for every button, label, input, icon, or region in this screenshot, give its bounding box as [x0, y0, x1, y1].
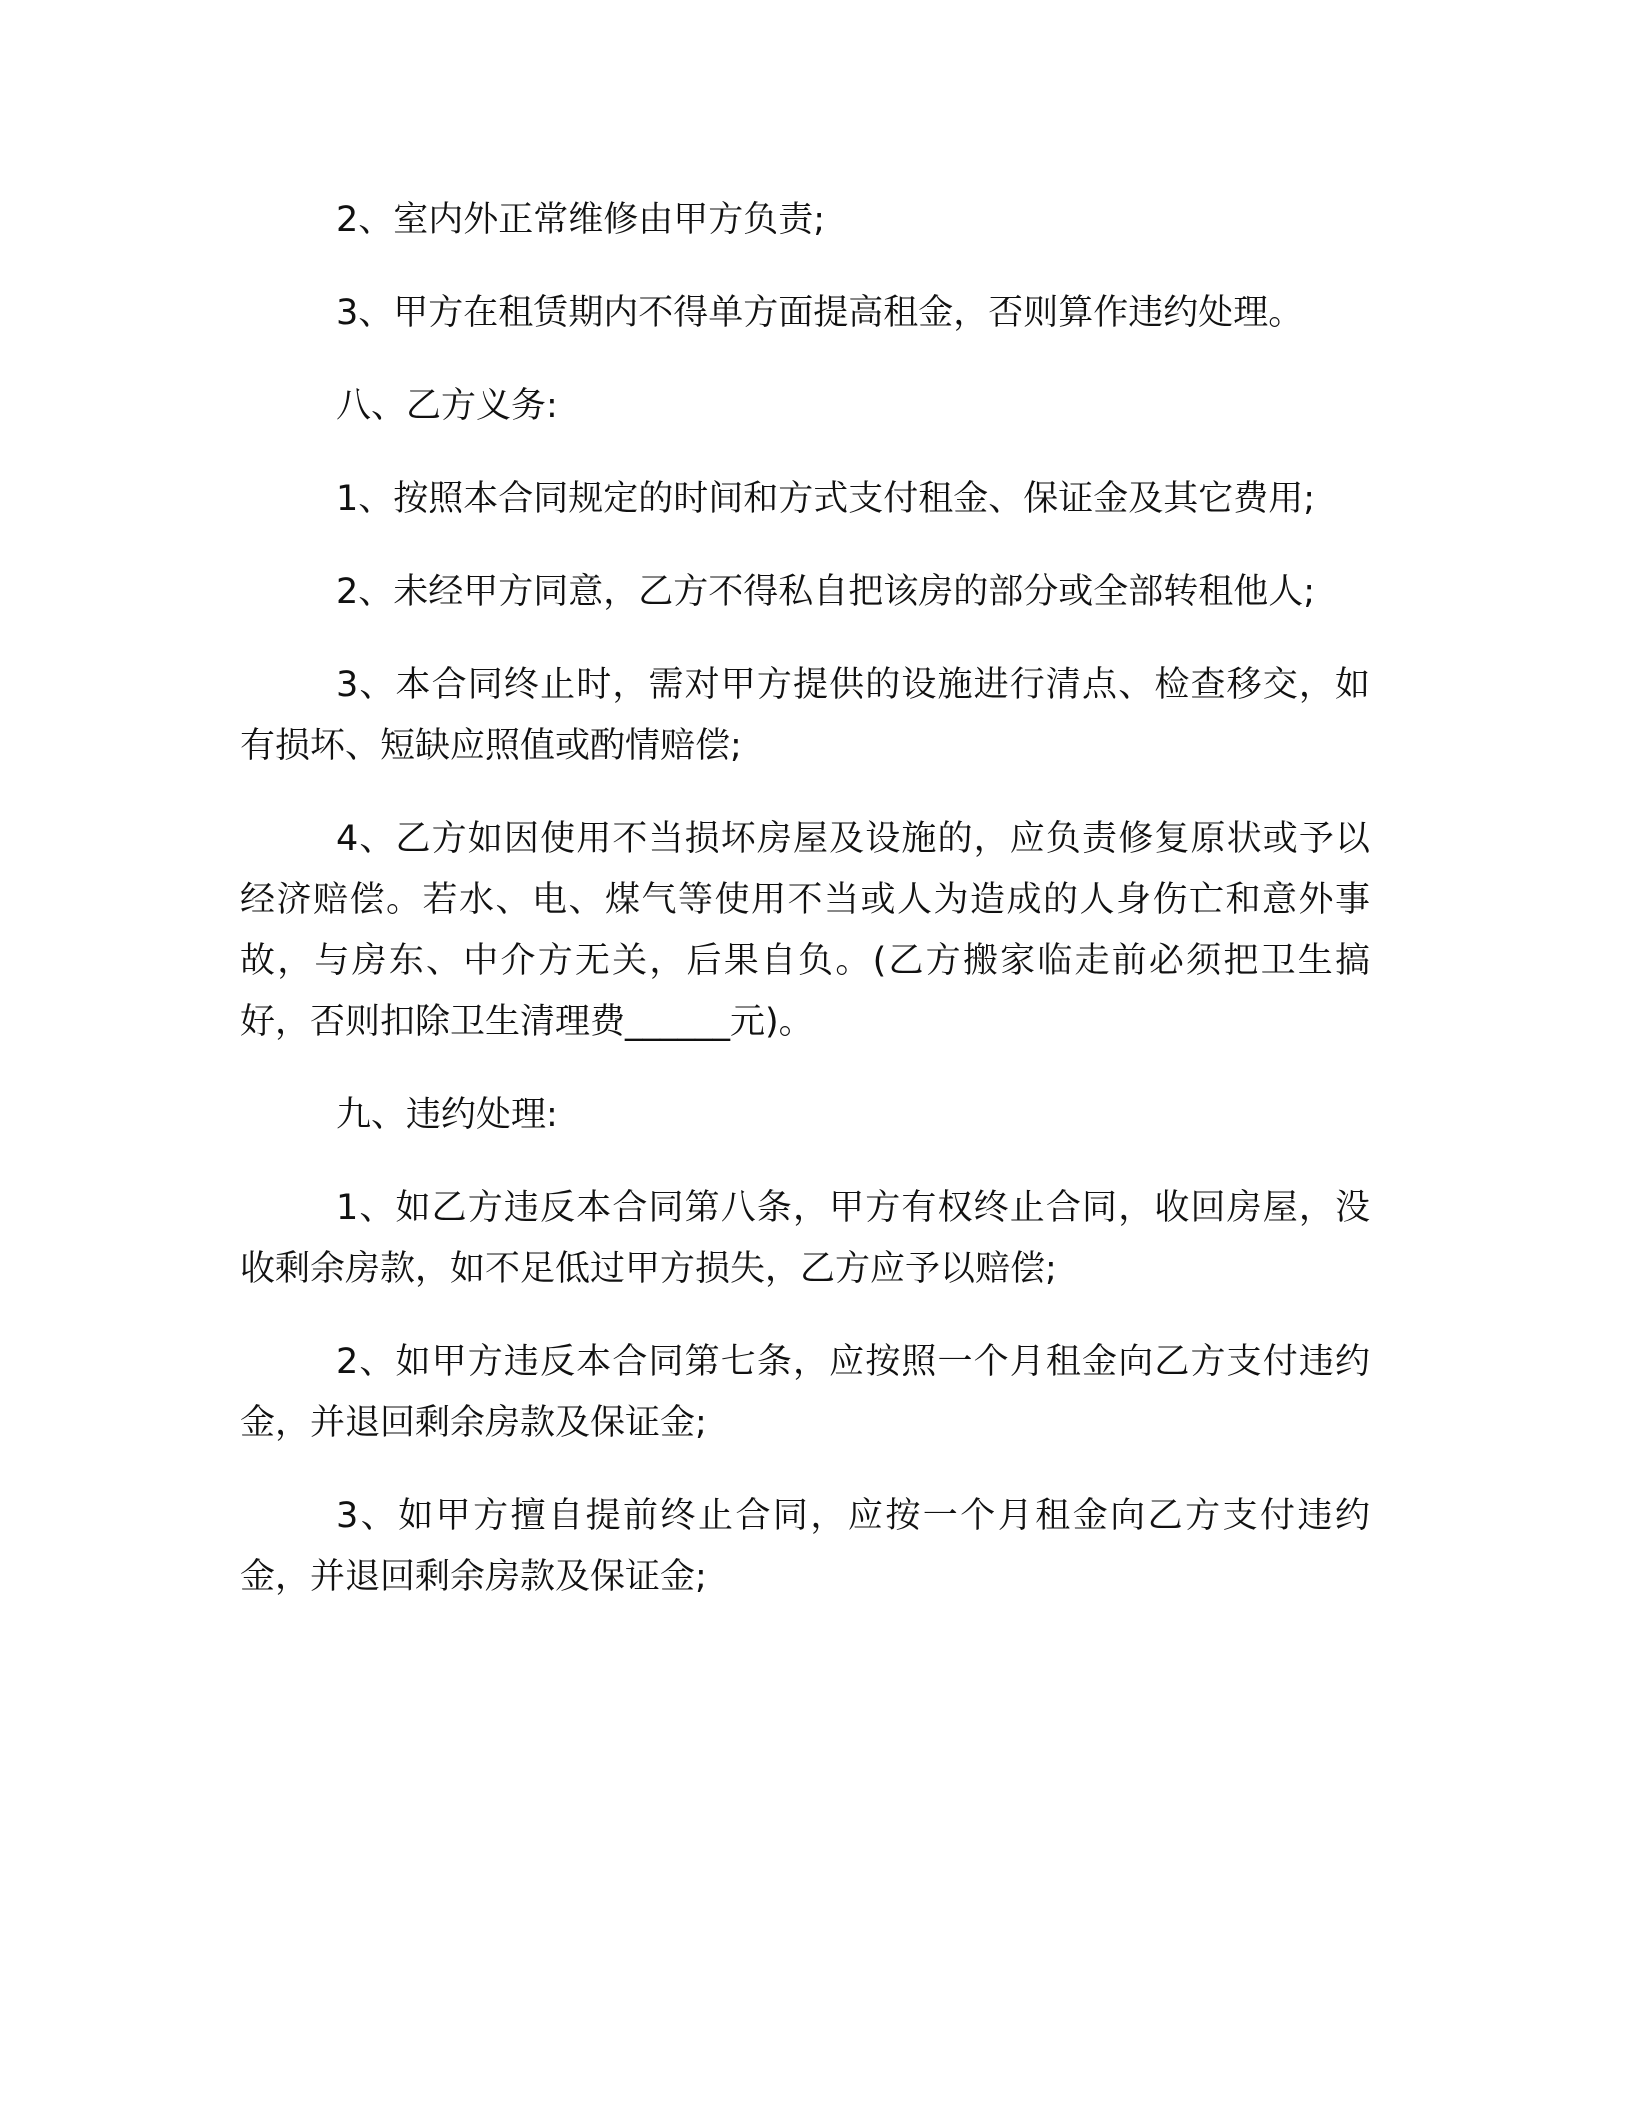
clause-9-2: 2、如甲方违反本合同第七条，应按照一个月租金向乙方支付违约金，并退回剩余房款及保证金; [240, 1342, 1370, 1443]
clause-8-3: 3、本合同终止时，需对甲方提供的设施进行清点、检查移交，如有损坏、短缺应照值或酌情赔偿; [240, 665, 1370, 766]
clause-9-1: 1、如乙方违反本合同第八条，甲方有权终止合同，收回房屋，没收剩余房款，如不足低过甲方损失，乙方应予以赔偿; [240, 1188, 1370, 1289]
clause-7-3: 3、甲方在租赁期内不得单方面提高租金，否则算作违约处理。 [336, 293, 1304, 333]
section-heading-9: 九、违约处理: [336, 1095, 558, 1135]
clause-8-2: 2、未经甲方同意，乙方不得私自把该房的部分或全部转租他人; [336, 572, 1316, 612]
clause-8-1: 1、按照本合同规定的时间和方式支付租金、保证金及其它费用; [336, 479, 1316, 519]
clause-8-4: 4、乙方如因使用不当损坏房屋及设施的，应负责修复原状或予以经济赔偿。若水、电、煤气等使用不当或人为造成的人身伤亡和意外事故，与房东、中介方无关，后果自负。(乙方搬家临走前必须把卫生搞好，否则扣除卫生清理费______元)。 [240, 819, 1370, 1042]
clause-9-3: 3、如甲方擅自提前终止合同，应按一个月租金向乙方支付违约金，并退回剩余房款及保证金; [240, 1496, 1370, 1597]
section-heading-8: 八、乙方义务: [336, 386, 558, 426]
document-body [240, 190, 1370, 1640]
clause-7-2: 2、室内外正常维修由甲方负责; [336, 200, 826, 240]
